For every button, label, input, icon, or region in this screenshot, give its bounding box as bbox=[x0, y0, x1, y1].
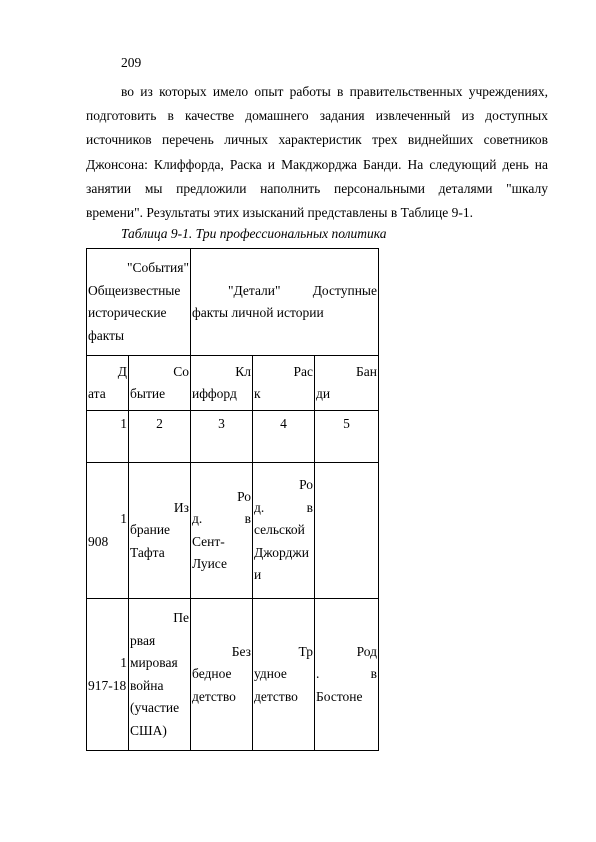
col-date-header: Д ата bbox=[87, 356, 129, 411]
col-number: 1 bbox=[87, 411, 129, 463]
clifford-cell: Ро д. в Сент- Луисе bbox=[191, 463, 253, 599]
body-paragraph bbox=[86, 80, 548, 225]
paragraph-line: Джонсона: Клиффорда, Раска и Макджорджа Банди. На следующий день на bbox=[86, 156, 548, 172]
col-number: 4 bbox=[253, 411, 315, 463]
paragraph-line: времени". Результаты этих изысканий представлены в Таблице 9-1. bbox=[86, 205, 473, 221]
header-line: "События" bbox=[126, 260, 189, 275]
table-row bbox=[87, 599, 379, 751]
header-line: факты личной истории bbox=[192, 305, 324, 320]
col-rusk-header: Рас к bbox=[253, 356, 315, 411]
table-row bbox=[87, 463, 379, 599]
header-line: факты bbox=[88, 327, 125, 343]
table-header-row bbox=[87, 249, 379, 356]
bundy-cell: Род . в Бостоне bbox=[315, 599, 379, 751]
table-caption: Таблица 9-1. Три профессиональных политика bbox=[121, 226, 387, 241]
paragraph-line: источников перечень личных характеристик трех виднейших советников bbox=[86, 132, 548, 148]
header-line: исторические bbox=[88, 305, 167, 320]
header-line: "Детали" Доступные bbox=[228, 282, 377, 298]
col-number: 5 bbox=[315, 411, 379, 463]
header-line: Общеизвестные bbox=[88, 282, 181, 298]
col-clifford-header: Кл иффорд bbox=[191, 356, 253, 411]
clifford-cell: Без бедное детство bbox=[191, 599, 253, 751]
bundy-cell bbox=[315, 463, 379, 599]
col-number: 3 bbox=[191, 411, 253, 463]
paragraph-line: во из которых имело опыт работы в правительственных учреждениях, bbox=[121, 84, 548, 99]
facts-table bbox=[86, 248, 379, 751]
col-event-header: Со бытие bbox=[129, 356, 191, 411]
column-title-row bbox=[87, 356, 379, 411]
paragraph-line: занятии мы предложили наполнить персональными деталями "шкалу bbox=[86, 180, 548, 196]
date-cell: 1 917-18 bbox=[87, 599, 129, 751]
details-header-cell bbox=[191, 249, 379, 356]
paragraph-line: подготовить в качестве домашнего задания извлеченный из доступных bbox=[86, 108, 548, 124]
date-cell: 1 908 bbox=[87, 463, 129, 599]
column-number-row bbox=[87, 411, 379, 463]
event-cell: Из брание Тафта bbox=[129, 463, 191, 599]
events-header-cell bbox=[87, 249, 191, 356]
rusk-cell: Ро д. в сельской Джорджи и bbox=[253, 463, 315, 599]
col-bundy-header: Бан ди bbox=[315, 356, 379, 411]
page-number: 209 bbox=[121, 55, 142, 70]
event-cell: Пе рвая мировая война (участие США) bbox=[129, 599, 191, 751]
rusk-cell: Тр удное детство bbox=[253, 599, 315, 751]
col-number: 2 bbox=[129, 411, 191, 463]
